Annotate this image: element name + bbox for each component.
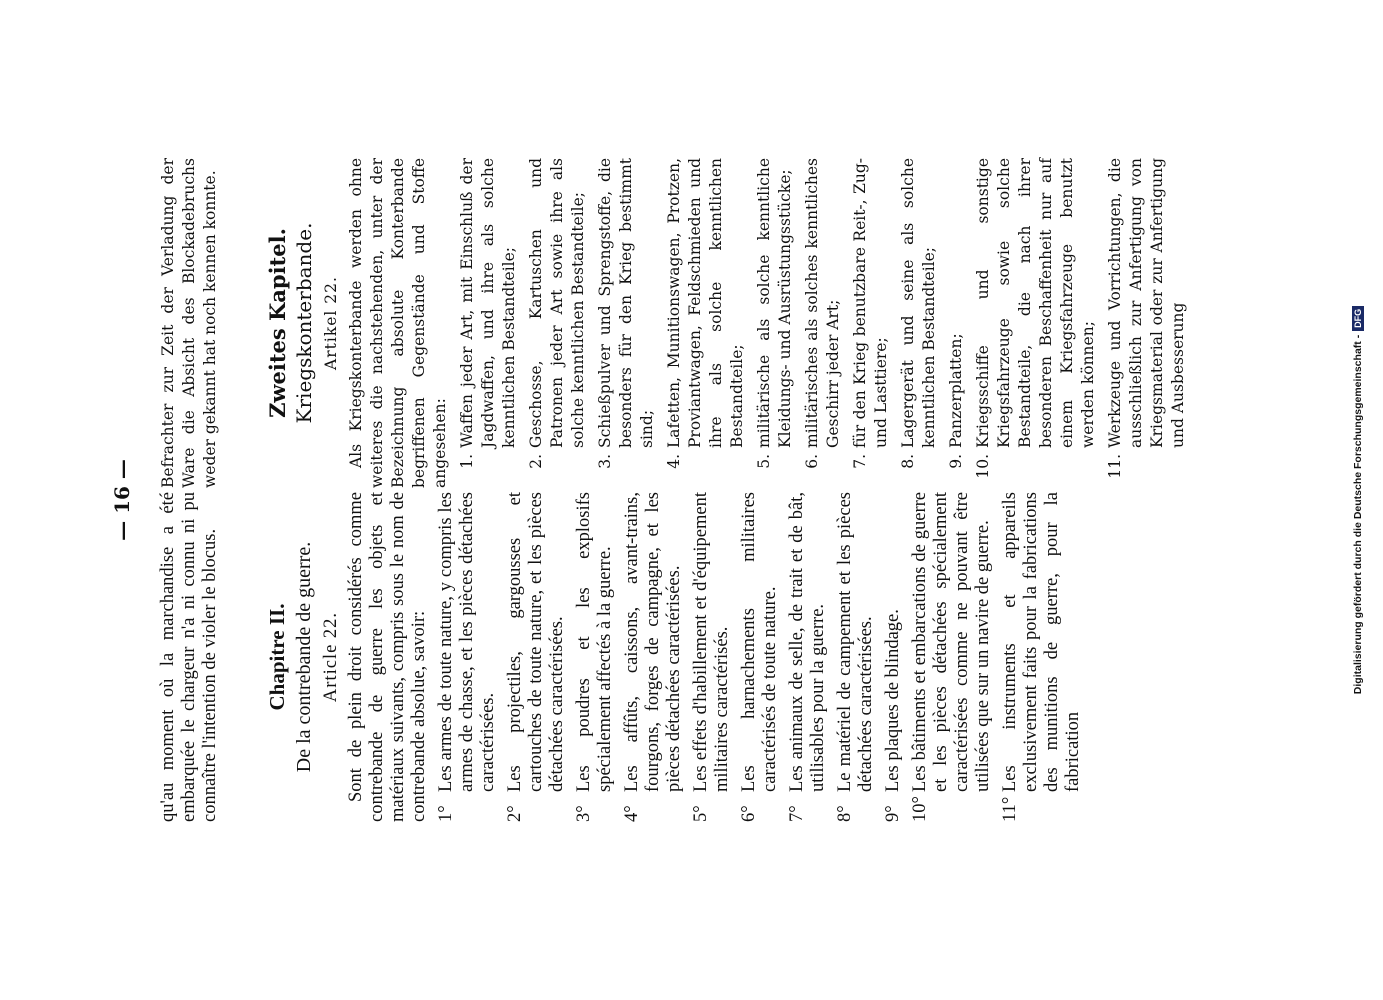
french-list-item (622, 492, 685, 822)
french-item-text: Les affûts, caissons, avant-trains, fourgons, forges de campagne, et les pièces détachées caractérisées. (622, 492, 684, 792)
french-list-item (1000, 492, 1084, 822)
german-item-text: Kriegsschiffe und sonstige Kriegsfahrzeuge sowie solche Bestandteile, die nach ihrer besonderen Beschaffenheit nur auf einem Kriegsfahrzeuge benutzt werden können; (974, 158, 1097, 448)
german-list-item (754, 158, 796, 488)
french-list-item (787, 492, 829, 822)
french-item-text: Les bâtiments et embarcations de guerre et les pièces détachées spécialement caractérisées comme ne pouvant être utilisées que sur un navire de guerre. (910, 492, 993, 792)
german-item-text: Lafetten, Munitionswagen, Protzen, Proviantwagen, Feldschmieden und ihre als solche kenntlichen Bestandteile; (665, 158, 746, 448)
german-column (158, 158, 1189, 488)
french-item-text: Les projectiles, gargousses et cartouches de toute nature, et les pièces détachées caractérisées. (505, 492, 567, 792)
german-article-heading: Artikel 22. (322, 276, 340, 370)
german-item-number: 1. (458, 454, 476, 469)
german-item-text: Panzerplatten; (947, 333, 965, 448)
german-item-number: 2. (527, 454, 545, 469)
french-item-number: 2° (505, 805, 525, 822)
german-item-text: Geschosse, Kartuschen und Patronen jeder Art sowie ihre als solche kenntlichen Bestandteile; (527, 158, 587, 448)
german-list-item (898, 158, 940, 488)
dfg-logo: DFG (1352, 306, 1364, 331)
german-item-number: 10. (974, 454, 992, 479)
german-item-number: 6. (803, 454, 821, 469)
french-lead-paragraph: Sont de plein droit considérés comme contrebande de guerre les objets et matériaux suivants, compris sous le nom de contrebande absolue, savoir: (346, 492, 429, 822)
french-item-number: 11° (1000, 796, 1020, 822)
german-item-number: 3. (596, 454, 614, 469)
german-item-text: für den Krieg benutzbare Reit-, Zug- und Lasttiere; (851, 158, 890, 448)
german-item-text: militärische als solche kenntliche Kleidungs- und Ausrüstungsstücke; (755, 158, 794, 448)
german-list-item (802, 158, 844, 488)
french-item-number: 10° (910, 796, 930, 822)
german-item-text: Waffen jeder Art, mit Einschluß der Jagdwaffen, und ihre als solche kenntlichen Bestandteile; (458, 158, 518, 448)
french-item-number: 8° (835, 805, 855, 822)
german-item-number: 11. (1106, 454, 1124, 479)
french-item-text: Les harnachements militaires caractérisés de toute nature. (739, 492, 780, 792)
german-list-item (457, 158, 520, 488)
french-item-text: Les effets d'habillement et d'équipement militaires caractérisés. (691, 492, 732, 792)
french-item-text: Le matériel de campement et les pièces détachées caractérisées. (835, 492, 876, 792)
french-item-text: Les plaques de blindage. (883, 609, 903, 792)
german-item-number: 5. (755, 454, 773, 469)
french-item-text: Les instruments et appareils exclusivement faits pour la fabrications des munitions de guerre, pour la fabrication (1000, 492, 1083, 792)
german-item-text: Lagergerät und seine als solche kenntlichen Bestandteile; (899, 158, 938, 448)
german-list-item (595, 158, 658, 488)
german-list-item (850, 158, 892, 488)
french-article-heading: Article 22. (321, 611, 341, 703)
french-list-item (739, 492, 781, 822)
credit-text: Digitalisierung gefördert durch die Deutsche Forschungsgemeinschaft - (1352, 334, 1364, 695)
french-column (158, 492, 1084, 822)
french-item-number: 4° (622, 805, 642, 822)
german-item-text: Schießpulver und Sprengstoffe, die besonders für den Krieg bestimmt sind; (596, 158, 656, 448)
german-item-text: Werkzeuge und Vorrichtungen, die ausschließlich zur Anfertigung von Kriegsmaterial oder zur Anfertigung und Ausbesserung (1106, 158, 1187, 448)
german-list-item (1105, 158, 1189, 488)
german-item-number: 8. (899, 454, 917, 469)
french-chapter-heading: Chapitre II. (265, 603, 289, 711)
german-item-list (457, 158, 1189, 488)
german-item-number: 9. (947, 454, 965, 469)
french-list-item (910, 492, 994, 822)
french-item-list (436, 492, 1084, 822)
french-item-text: Les armes de toute nature, y compris les armes de chasse, et les pièces détachées caractérisées. (436, 492, 498, 792)
german-intro: Befrachter zur Zeit der Verladung der Ware die Absicht des Blockadebruchs weder gekannt hat noch kennen konnte. (159, 158, 219, 488)
french-item-number: 7° (787, 805, 807, 822)
french-item-text: Les poudres et les explosifs spécialement affectés à la guerre. (574, 492, 615, 792)
french-item-number: 9° (883, 805, 903, 822)
french-intro: qu'au moment où la marchandise a été embarquée le chargeur n'a ni connu ni pu connaître l'intention de violer le blocus. (158, 492, 220, 822)
french-list-item (574, 492, 616, 822)
french-item-number: 1° (436, 805, 456, 822)
german-chapter-title: Kriegskonterbande. (292, 222, 316, 424)
german-list-item (973, 158, 1099, 488)
digitization-credit (1352, 0, 1364, 1000)
german-chapter-heading: Zweites Kapitel. (265, 228, 290, 418)
french-item-number: 6° (739, 805, 759, 822)
german-item-number: 7. (851, 454, 869, 469)
german-item-number: 4. (665, 454, 683, 469)
german-list-item (526, 158, 589, 488)
french-item-number: 3° (574, 805, 594, 822)
french-chapter-title: De la contrebande de guerre. (293, 541, 315, 773)
german-item-text: militärisches als solches kenntliches Geschirr jeder Art; (803, 158, 842, 448)
french-list-item (691, 492, 733, 822)
french-list-item (505, 492, 568, 822)
german-list-item (946, 158, 967, 488)
german-list-item (664, 158, 748, 488)
french-list-item (883, 492, 904, 822)
german-lead-paragraph: Als Kriegskonterbande werden ohne weiteres die nachstehenden, unter der Bezeichnung absolute Konterbande begriffenen Gegenstände und Stoffe angesehen: (347, 158, 449, 488)
french-list-item (835, 492, 877, 822)
french-item-number: 5° (691, 805, 711, 822)
french-item-text: Les animaux de selle, de trait et de bât, utilisables pour la guerre. (787, 492, 828, 792)
french-list-item (436, 492, 499, 822)
page-number: — 16 — (110, 459, 134, 541)
